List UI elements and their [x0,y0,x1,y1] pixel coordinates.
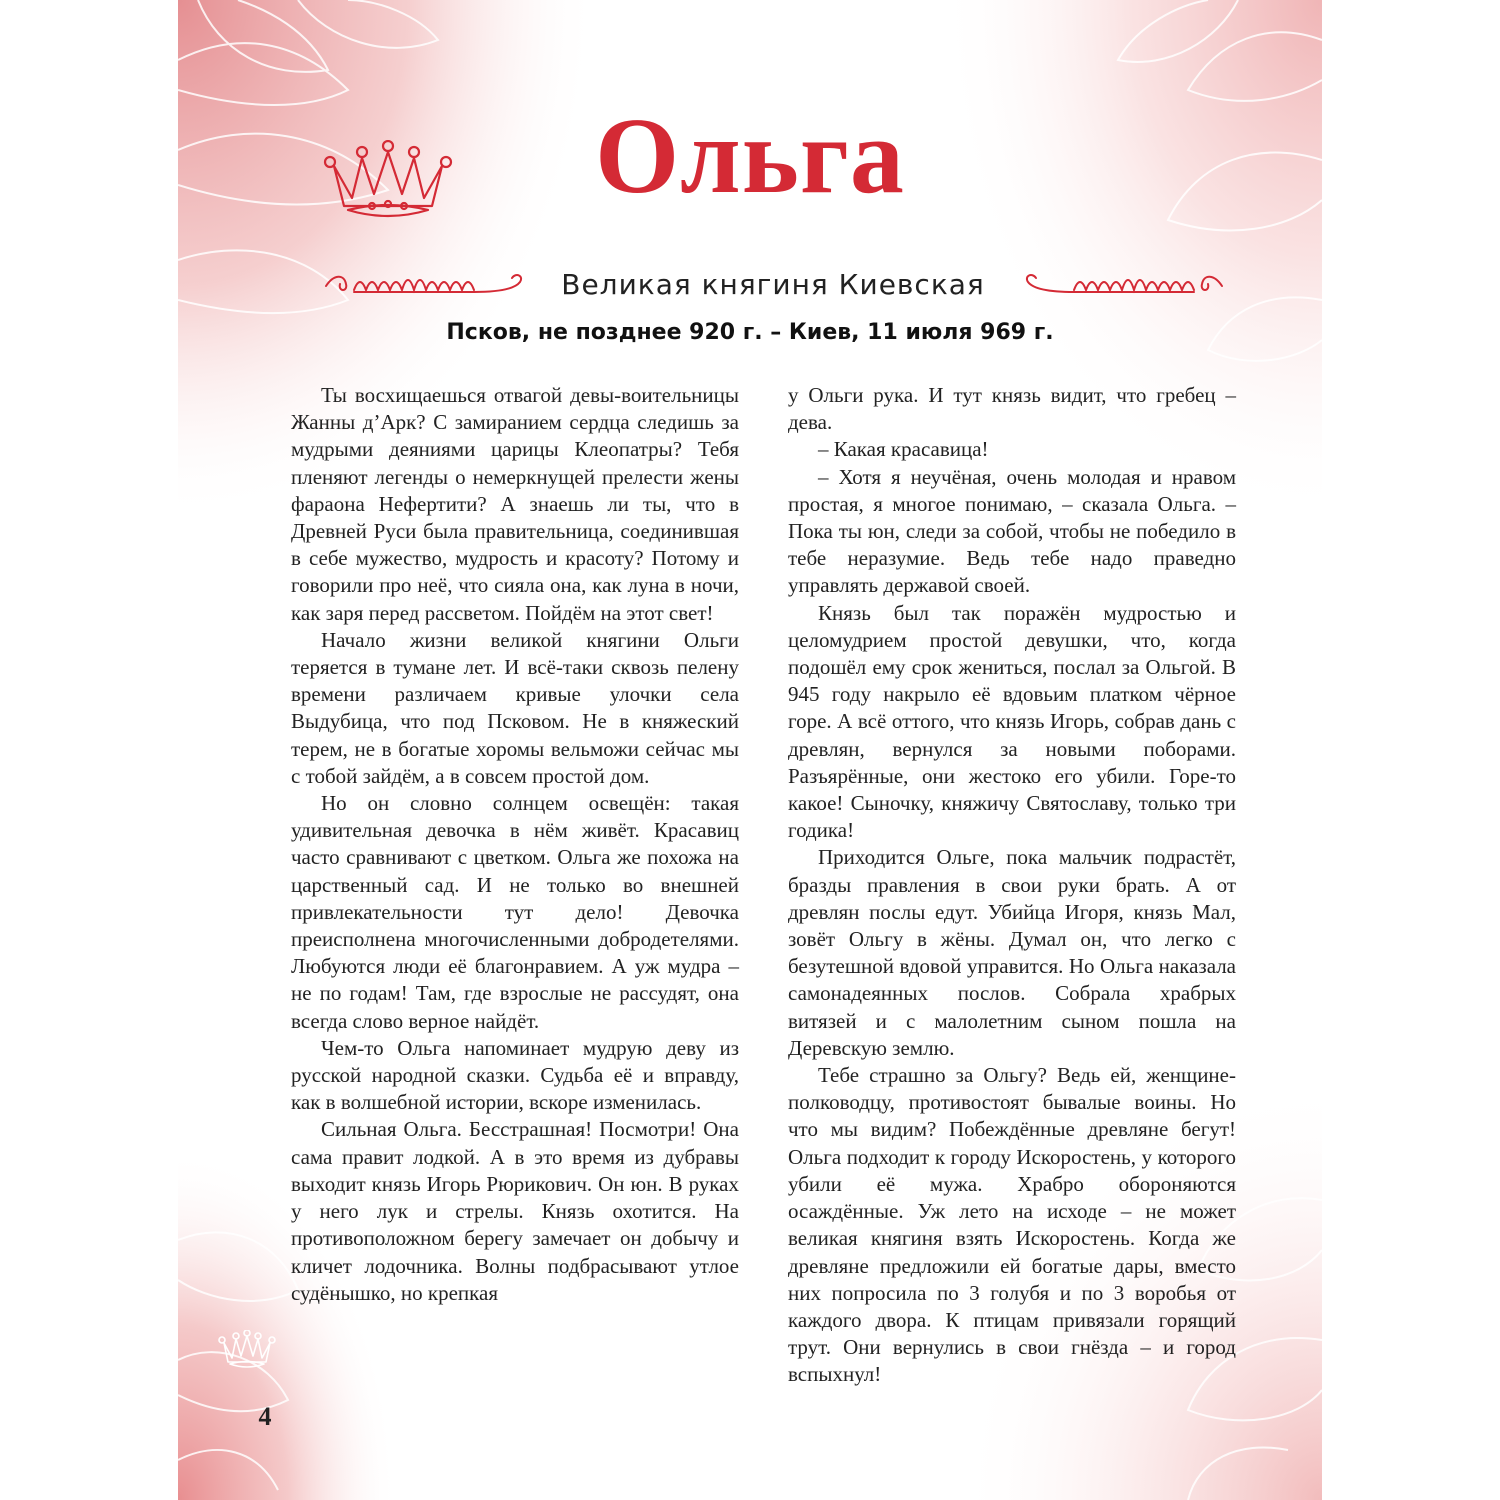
paragraph: Сильная Ольга. Бесстрашная! Посмотри! Она сама правит лодкой. А в это время из дубравы выходит князь Игорь Рюрикович. Он юн. В руках у него лук и стрелы. Князь охотится. На противоположном берегу замечает он добычу и кличет лодочника. Волны подбрасывают утлое судёнышко, но крепкая [291,1117,739,1305]
paragraph: – Хотя я неучёная, очень молодая и нравом простая, я многое понимаю, – сказала Ольга. – Пока ты юн, следи за собой, чтобы не победило в тебе неразумие. Ведь тебе надо праведно управлять державой своей. [788,464,1236,598]
swirl-ornament-icon [324,270,532,298]
paragraph: Но он словно солнцем освещён: такая удивительная девочка в нём живёт. Красавиц часто сравнивают с цветком. Ольга же похожа на царственный сад. И не только во внешней привлекательности тут дело! Девочка преисполнена многочисленными добродетелями. Любуются люди её благонравием. А уж мудра – не по годам! Там, где взрослые не рассудят, она всегда слово верное найдёт. [291,791,739,1033]
paragraph: Тебе страшно за Ольгу? Ведь ей, женщине-полководцу, противостоят бывалые воины. Но что мы видим? Побеждённые древляне бегут! Ольга подходит к городу Искоростень, у которого убили её мужа. Храбро обороняются осаждённые. Уж лето на исходе – не может великая княгиня взять Искоростень. Когда же древляне предложили ей богатые дары, вместо них попросила по 3 голубя и по 3 воробья от каждого двора. К птицам привязали горящий трут. Они вернулись в свои гнёзда – и город вспыхнул! [788,1063,1236,1387]
text-column-left [291,382,739,1307]
crown-icon [218,1330,276,1370]
paragraph: Чем-то Ольга напоминает мудрую деву из русской народной сказки. Судьба её и вправду, как в волшебной истории, вскоре изменилась. [291,1035,739,1115]
page-number: 4 [258,1402,272,1431]
paragraph: Приходится Ольге, пока мальчик подрастёт, бразды правления в свои руки брать. А от древлян послы едут. Убийца Игоря, князь Мал, зовёт Ольгу в жёны. Думал он, что легко с безутешной вдовой управится. Но Ольга наказала самонадеянных послов. Собрала храбрых витязей и с малолетним сыном пошла на Деревскую землю. [788,845,1236,1060]
page-title: Ольга [595,97,905,216]
paragraph: Князь был так поражён мудростью и целомудрием простой девушки, что, когда подошёл ему срок жениться, послал за Ольгой. В 945 году накрыло её вдовьим платком чёрное горе. А всё оттого, что князь Игорь, собрав дань с древлян, вернулся за новыми поборами. Разъярённые, они жестоко его убили. Горе-то какое! Сыночку, княжичу Святославу, только три годика! [788,600,1236,843]
paragraph: Ты восхищаешься отвагой девы-воительницы Жанны д’Арк? С замиранием сердца следишь за мудрыми деяниями царицы Клеопатры? Тебя пленяют легенды о немеркнущей прелести жены фараона Нефертити? А знаешь ли ты, что в Древней Руси была правительница, соединившая в себе мужество, мудрость и красоту? Потому и говорили про неё, что сияла она, как луна в ночи, как заря перед рассветом. Пойдём на этот свет! [291,383,739,625]
text-column-right [788,382,1236,1389]
subtitle: Великая княгиня Киевская [561,268,985,301]
book-page [178,0,1322,1500]
paragraph: – Какая красавица! [818,437,989,462]
subtitle-row [178,262,1322,308]
paragraph: Начало жизни великой княгини Ольги теряется в тумане лет. И всё-таки сквозь пелену времени различаем кривые улочки села Выдубица, что под Псковом. Не в княжеский терем, не в богатые хоромы вельможи сейчас мы с тобой зайдём, а в совсем простой дом. [291,627,739,788]
life-dates: Псков, не позднее 920 г. – Киев, 11 июля 969 г. [446,320,1054,345]
swirl-ornament-icon [1016,270,1224,298]
paragraph-continued: у Ольги рука. И тут князь видит, что гребец – дева. [788,383,1236,435]
